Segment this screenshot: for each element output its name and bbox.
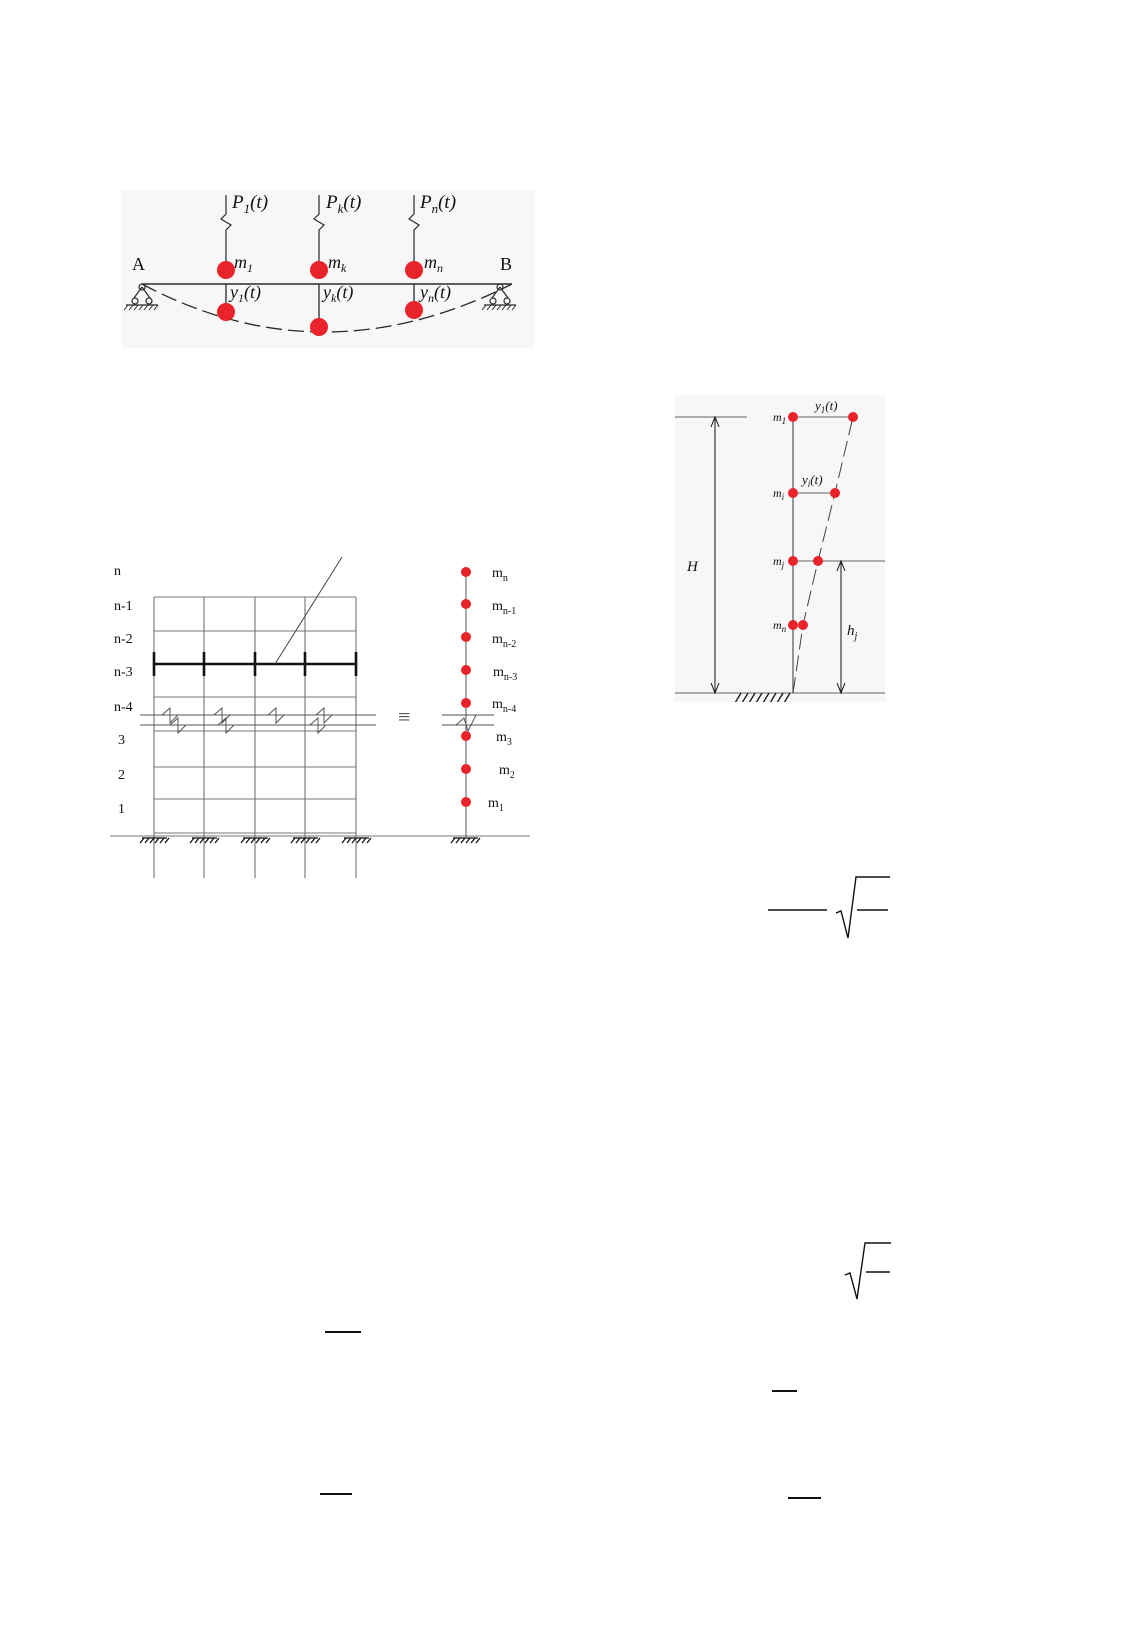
formula-fragment-radical-1 <box>760 870 890 945</box>
stick-mass <box>461 632 471 642</box>
cantilever-displacement-label-i: $y_i(t)$ <box>802 472 823 489</box>
cantilever-diagram <box>675 395 885 702</box>
story-label: 3 <box>118 733 125 748</box>
cantilever-mass-label: $m_n$ <box>773 618 787 634</box>
mass-label-k: $m_k$ <box>328 252 347 275</box>
displacement-label-1: $y_1(t)$ <box>230 282 261 305</box>
stick-mass <box>461 567 471 577</box>
formula-fragment-radical-2 <box>835 1235 895 1303</box>
rigid-floor-beam <box>154 652 356 676</box>
fraction-bar <box>788 1497 821 1499</box>
load-label-1: $P_1(t)$ <box>232 192 269 216</box>
beam-mass-n-displaced <box>405 301 423 319</box>
stick-mass-label: $m_3$ <box>496 730 512 748</box>
cantilever-mass-n-displaced <box>798 620 808 630</box>
stick-mass <box>461 665 471 675</box>
cantilever-mass-i-displaced <box>830 488 840 498</box>
stick-mass-label: $m_n$ <box>492 566 508 584</box>
mass-label-n: $m_n$ <box>424 252 443 275</box>
level-height-label: $h_j$ <box>847 623 858 642</box>
cantilever-mass-label: $m_j$ <box>773 554 785 570</box>
stick-mass <box>461 797 471 807</box>
beam-mass-n <box>405 261 423 279</box>
stick-support <box>451 838 480 843</box>
radical-sign <box>845 1243 891 1299</box>
mass-label-1: $m_1$ <box>234 252 253 275</box>
fraction-bar <box>320 1493 352 1495</box>
story-label: n-4 <box>114 700 133 715</box>
stick-mass <box>461 764 471 774</box>
cantilever-mass-j-displaced <box>813 556 823 566</box>
cantilever-displacement-label-1: $y_1(t)$ <box>815 398 838 415</box>
story-label: n <box>114 564 121 579</box>
beam-diagram <box>122 190 534 348</box>
story-label: n-1 <box>114 599 133 614</box>
fraction-bar <box>325 1331 361 1333</box>
stick-mass <box>461 731 471 741</box>
stick-mass-label: $m_{n-3}$ <box>493 665 518 683</box>
cantilever-mass-label: $m_1$ <box>773 410 787 426</box>
radical-sign <box>836 877 890 938</box>
story-label: n-2 <box>114 632 133 647</box>
support-b-label: B <box>500 254 513 274</box>
fraction-bar <box>772 1390 797 1392</box>
stick-mass-label: $m_{n-2}$ <box>492 632 517 650</box>
beam-mass-k-displaced <box>310 318 328 336</box>
frame-break-lines <box>140 708 376 733</box>
cantilever-mass-1 <box>788 412 798 422</box>
stick-mass-label: $m_1$ <box>488 796 504 814</box>
story-label: 2 <box>118 768 125 783</box>
beam-mass-1 <box>217 261 235 279</box>
cantilever-background <box>675 395 885 702</box>
story-label: 1 <box>118 802 125 817</box>
stick-break <box>442 715 494 731</box>
stick-mass-label: $m_{n-1}$ <box>492 599 517 617</box>
frame-diagram <box>110 555 550 885</box>
cantilever-mass-j <box>788 556 798 566</box>
stick-mass-label: $m_2$ <box>499 763 515 781</box>
displacement-label-n: $y_n(t)$ <box>420 282 451 305</box>
equivalence-symbol: ≡ <box>398 704 411 729</box>
stick-mass <box>461 599 471 609</box>
support-a-label: A <box>132 254 145 274</box>
height-label: H <box>687 559 698 575</box>
load-label-n: $P_n(t)$ <box>420 192 457 216</box>
beam-mass-1-displaced <box>217 303 235 321</box>
cantilever-mass-i <box>788 488 798 498</box>
cantilever-mass-n <box>788 620 798 630</box>
stick-mass-label: $m_{n-4}$ <box>492 697 517 715</box>
story-labels <box>114 564 133 817</box>
story-label: n-3 <box>114 665 133 680</box>
beam-panel <box>122 190 534 348</box>
beam-mass-k <box>310 261 328 279</box>
frame-panel <box>110 555 550 885</box>
cantilever-mass-1-displaced <box>848 412 858 422</box>
stick-mass <box>461 698 471 708</box>
cantilever-panel <box>675 395 885 702</box>
cantilever-mass-label: $m_i$ <box>773 486 785 502</box>
leader-line <box>275 557 342 664</box>
displacement-label-k: $y_k(t)$ <box>323 282 354 305</box>
stick-mass-labels <box>488 566 517 814</box>
load-label-k: $P_k(t)$ <box>326 192 362 216</box>
